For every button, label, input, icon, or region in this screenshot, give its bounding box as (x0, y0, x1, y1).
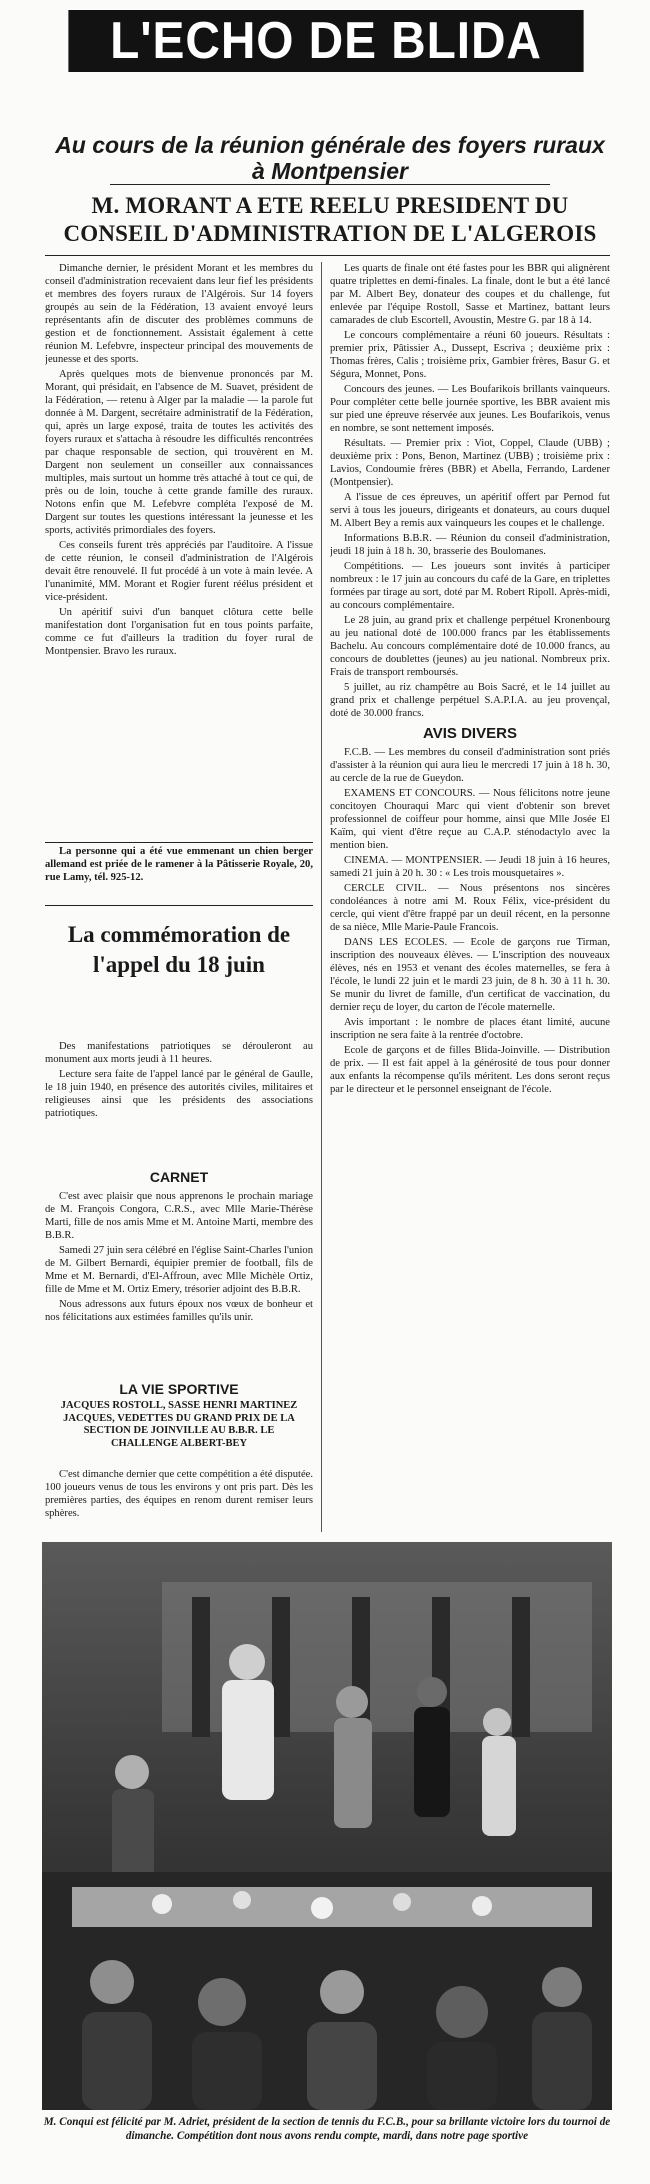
masthead: L'ECHO DE BLIDA (68, 10, 583, 72)
carnet-title: CARNET (149, 1169, 209, 1185)
sport-body-start (45, 1468, 313, 1532)
paragraph: C'est dimanche dernier que cette compétition a été disputée. 100 joueurs venus de tous les environs y ont pris part. Dès les premières parties, des équipes en renom durent remiser leurs sphères. (45, 1469, 313, 1519)
notice (45, 845, 313, 905)
notice-text: La personne qui a été vue emmenant un chien berger allemand est priée de le ramener à la Pâtisserie Royale, 20, rue Lamy, tél. 925-12. (45, 846, 313, 883)
divider (45, 842, 313, 843)
paragraph: Les quarts de finale ont été fastes pour les BBR qui alignèrent quatre triplettes en demi-finales. La finale, dont le but a été lancé par M. Albert Bey, donateur des coupes et du challenge, fut enlevée par l'équipe Rostoll, Sasse et Martinez, battant leurs camarades de club Escortell, Avoustin, Mestre G. par 18 à 14. (330, 263, 610, 326)
photo-caption: M. Conqui est félicité par M. Adriet, président de la section de tennis du F.C.B., pour sa brillante victoire lors du tournoi de dimanche. Compétition dont nous avons rendu compte, mardi, dans notre page sportive (43, 2116, 611, 2142)
sport-subhead: JACQUES ROSTOLL, SASSE HENRI MARTINEZ JACQUES, VEDETTES DU GRAND PRIX DE LA SECTION DE JOINVILLE AU B.B.R. LE CHALLENGE ALBERT-BEY (60, 1400, 298, 1449)
paragraph: CINEMA. — MONTPENSIER. — Jeudi 18 juin à 16 heures, samedi 21 juin à 20 h. 30 : « Les trois mousquetaires ». (330, 855, 610, 879)
paragraph: Le concours complémentaire a réuni 60 joueurs. Résultats : premier prix, Pâtissier A., Dussept, Escriva ; deuxième prix : Thomas frères, Calis ; troisième prix, Gambier frères, Basur G. et Ségura, Monnet, Pons. (330, 330, 610, 380)
article-kicker: Au cours de la réunion générale des foyers ruraux à Montpensier (55, 132, 605, 184)
photo-image (42, 1542, 612, 2110)
paragraph: Ecole de garçons et de filles Blida-Joinville. — Distribution de prix. — Il est fait appel à la générosité de tous pour donner aux enfants la récompense qu'ils méritent. Les dons seront reçus par le directeur et le personnel enseignant de l'école. (330, 1045, 610, 1095)
divider (45, 905, 313, 906)
paragraph: EXAMENS ET CONCOURS. — Nous félicitons notre jeune concitoyen Chouraqui Marc qui vient d'obtenir son brevet professionnel de coiffeur pour homme, ainsi que Mlle Josée El Kaïm, qui vient d'être reçue au C.A.P. sténodactylo avec la mention bien. (330, 788, 610, 851)
paragraph: Le 28 juin, au grand prix et challenge perpétuel Kronenbourg au jeu national doté de 100.000 francs par les établissements Bachelu. Au concours complémentaire doté de 10.000 francs, au concours de doublettes (jeunes) au jeu national. Nombreux prix. Frais de transport remboursés. (330, 615, 610, 678)
paragraph: Des manifestations patriotiques se dérouleront au monument aux morts jeudi à 11 heures. (45, 1041, 313, 1065)
avis-title: AVIS DIVERS (423, 725, 517, 742)
paragraph: Nous adressons aux futurs époux nos vœux de bonheur et nos félicitations aux estimées familles qu'ils unir. (45, 1299, 313, 1323)
paragraph: 5 juillet, au riz champêtre au Bois Sacré, et le 14 juillet au grand prix et challenge perpétuel S.A.P.I.A. au jeu provençal, doté de 30.000 francs. (330, 682, 610, 719)
paragraph: Résultats. — Premier prix : Viot, Coppel, Claude (UBB) ; deuxième prix : Pons, Benon, Martinez (UBB) ; troisième prix : Lavios, Condoumie frères (BBR) et Abella, Ferrando, Lardener (Montpensier). (330, 438, 610, 488)
paragraph: Après quelques mots de bienvenue prononcés par M. Morant, qui présidait, en l'absence de M. Suavet, président de la Fédération, — retenu à Alger par la maladie — la parole fut donnée à M. Dargent, secrétaire administratif de la Fédération, qui, après un large exposé, traita de toutes les activités des foyers ruraux et s'attacha à résoudre les difficultés rencontrées par chaque responsable de section, qui trouvèrent en M. Dargent non seulement un conseiller aux connaissances multiples, mais surtout un homme très attaché à tout ce qui, de près ou de loin, touche à cette grande famille des ruraux. Notons enfin que M. Lefebvre compléta l'exposé de M. Dargent sur toutes les questions intéressant la jeunesse et les sports, activités primordiales des foyers. (45, 369, 313, 536)
divider (45, 255, 610, 256)
column-divider (321, 262, 322, 1532)
paragraph: Avis important : le nombre de places étant limité, aucune inscription ne sera faite à la rentrée d'octobre. (330, 1017, 610, 1041)
paragraph: F.C.B. — Les membres du conseil d'administration sont priés d'assister à la réunion qui aura lieu le mercredi 17 juin à 18 h. 30, au cercle de la rue de Gueydon. (330, 747, 610, 784)
paragraph: Samedi 27 juin sera célébré en l'église Saint-Charles l'union de M. Gilbert Bernardi, équipier premier de football, fils de Mme et M. Bernardi, d'El-Affroun, avec Mlle Michèle Ortiz, fille de Mme et M. Ortiz Emery, trésorier adjoint des B.B.R. (45, 1245, 313, 1295)
paragraph: Informations B.B.R. — Réunion du conseil d'administration, jeudi 18 juin à 18 h. 30, brasserie des Boulomanes. (330, 533, 610, 557)
article-body-right (330, 262, 610, 1532)
paragraph: C'est avec plaisir que nous apprenons le prochain mariage de M. François Congora, C.R.S., avec Mlle Marie-Thérèse Marti, fille de nos amis Mme et M. Antoine Marti, membre des B.B.R. (45, 1191, 313, 1241)
carnet-body (45, 1190, 313, 1378)
sport-title: LA VIE SPORTIVE (119, 1381, 239, 1397)
paragraph: Dimanche dernier, le président Morant et les membres du conseil d'administration recevaient dans leur fief les présidents et membres des foyers ruraux de l'Algérois. Sur 14 foyers groupés au sein de la Fédération, 13 avaient envoyé leurs représentants afin de discuter des problèmes communs de gestion et de fonctionnement. Assistait également à cette réunion M. Lefebvre, inspecteur principal des mouvements de jeunesse et des sports. (45, 263, 313, 365)
paragraph: A l'issue de ces épreuves, un apéritif offert par Pernod fut servi à tous les joueurs, dirigeants et donateurs, au cours duquel M. Albert Bey a remis aux vainqueurs les coupes et le challenge. (330, 492, 610, 529)
paragraph: CERCLE CIVIL. — Nous présentons nos sincères condoléances à notre ami M. Roux Félix, vice-président du cercle, qui vient d'être frappé par un deuil récent, en la personne de sa nièce, Mlle Marie-Paule Francois. (330, 883, 610, 933)
divider (110, 184, 550, 185)
paragraph: Concours des jeunes. — Les Boufarikois brillants vainqueurs. Pour compléter cette belle journée sportive, les BBR avaient mis sur pied une épreuve réservée aux jeunes. Les Boufarikois, venus en nombre, se sont nettement imposés. (330, 384, 610, 434)
paragraph: Ces conseils furent très appréciés par l'auditoire. A l'issue de cette réunion, le conseil d'administration de l'Algérois devait être renouvelé. Il fut procédé à un vote à main levée. A l'unanimité, MM. Morant et Rogier furent réélus président et vice-président. (45, 540, 313, 603)
article-body-left (45, 262, 313, 842)
article2-headline: La commémoration de l'appel du 18 juin (67, 922, 291, 977)
news-photo (42, 1542, 612, 2110)
paragraph: Lecture sera faite de l'appel lancé par le général de Gaulle, le 18 juin 1940, en présence des autorités civiles, militaires et religieuses ainsi que les présidents des associations patriotiques. (45, 1069, 313, 1119)
article-headline: M. MORANT A ETE REELU PRESIDENT DU CONSEIL D'ADMINISTRATION DE L'ALGEROIS (63, 193, 597, 246)
paragraph: DANS LES ECOLES. — Ecole de garçons rue Tirman, inscription des nouveaux élèves. — L'inscription des nouveaux élèves, nés en 1953 et venant des écoles maternelles, se fera à l'école, le lundi 22 juin et le mardi 23 juin, de 8 h. 30 à 11 h. 30. Se munir du livret de famille, d'un certificat de vaccination, du dernier reçu de loyer, du carton de l'école maternelle. (330, 937, 610, 1013)
paragraph: Un apéritif suivi d'un banquet clôtura cette belle manifestation dont l'organisation fut en tous points parfaite, comme ce fut d'ailleurs la tradition du foyer rural de Montpensier. Bravo les ruraux. (45, 607, 313, 657)
paragraph: Compétitions. — Les joueurs sont invités à participer nombreux : le 17 juin au concours du café de la Gare, en triplettes formées par tirage au sort, doté par M. Robert Ripoll. Après-midi, au concours complémentaire. (330, 561, 610, 611)
